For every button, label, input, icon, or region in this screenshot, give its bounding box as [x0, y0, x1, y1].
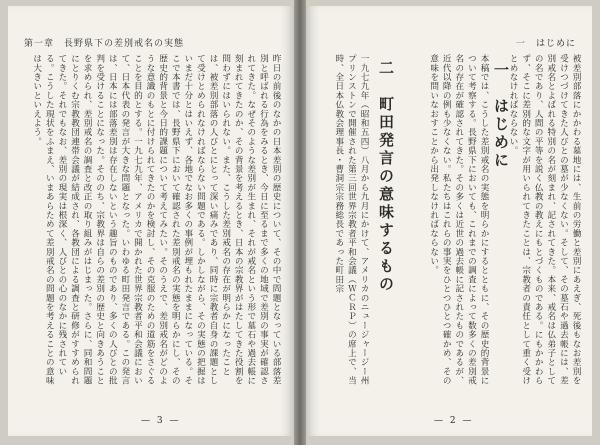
section1-body: 被差別部落にかかわる墓地には、生前の労働と差別にあえぎ、死後もなお差別を受けつづけてきた人びとの墓が少なくない。そして、その墓石や過去帳には、差別戒名とよばれる特別の名が刻まれ、記されてきた。本来、戒名は仏弟子としての名であり、人間の平等を説く仏教の教えにもとづくものである。にもかかわらず、そこに差別的な文字が用いられてきたことは、宗教者の責任として重く受けとめなければならない。 — [508, 54, 581, 386]
section1-heading: 一 はじめに — [492, 62, 510, 170]
book-gutter — [294, 0, 306, 445]
left-running-head: 第一章 長野県下の差別戒名の実態 — [24, 39, 185, 49]
section3-body: 一九七九年（昭和五四）八月から九月にかけて、アメリカのニュージャージー州プリンストンで開催された第三回世界宗教者平和会議（ＷＣＲＰ）の席上で、当時、全日本仏教会理事長・曹洞宗宗務総長であった町田宗 — [333, 54, 369, 386]
right-text-columns — [316, 54, 582, 396]
right-page — [306, 6, 592, 436]
left-body-text: 昨日の前後のなかの日本差別の歴史について、その中で問題となっている部落差別と呼ばれる行為をみるとき、今日に至るまで多くの地域で差別の事実が確認されてきた。なぜそのような差別が生まれ、それが戒名という形で墓石や過去帳に刻まれてきたのか、その背景を考えるとき、日本の宗教界がはたしてきた役割を問わずにはいられない。また、こうした差別戒名の存在が明らかになったことは、被差別部落の人びとにとって深い痛みであり、同時に宗教者自身の課題として受けとめられなければならない問題である。しかしながら、その実態の把握はいまだ十分とはいえず、各地でなお多くの事例が埋もれたままになっている。そこで本書では、長野県下において確認された差別戒名の実態を明らかにし、その歴史的背景と今日的課題について考えてみたい。そのうえで、差別戒名がどのような意識のもとに付けられてきたのかを検討し、その克服のための道筋をさぐることを目的とする。一九七九年、アメリカで開かれた世界宗教者平和会議において、日本代表の発言が大きな問題となった。いわゆる町田発言である。この発言は、日本には部落差別は存在しないという趣旨のものであり、多くの人びとの批判を受けることになった。そののち、宗教界は自らの差別の歴史と向きあうことを求められ、差別戒名の調査と改正の取り組みがはじまった。さらに、同和問題にとりくむ宗教教団連帯会議が結成され、各教団による調査と研修がすすめられてきた。それでもなお、差別の現実は根深く、人びとの心のなかに残されている。こうした現状をふまえ、いまあらためて差別戒名の問題を考えることの意味は大きいといえよう。 — [31, 54, 281, 386]
right-page-number: — 2 — — [434, 416, 474, 426]
left-page — [8, 6, 294, 436]
left-page-number: — 3 — — [141, 416, 181, 426]
section2-body: 本稿では、こうした差別戒名の実態を明らかにするとともに、その歴史的背景について考察する。長野県下においても、これまでの調査によって数多くの差別戒名の存在が確認されてきた。その多くは近世の過去帳に記されたものであるが、近代以降の例も少なくない。私たちはこれらの事実をひとつひとつ確かめ、その意味を問いなおすことから出発しなければならない。 — [428, 54, 489, 386]
section2-heading: 二 町田発言の意味するもの — [377, 60, 395, 294]
right-running-head: 一 はじめに — [515, 39, 576, 49]
left-text-columns — [20, 54, 282, 396]
